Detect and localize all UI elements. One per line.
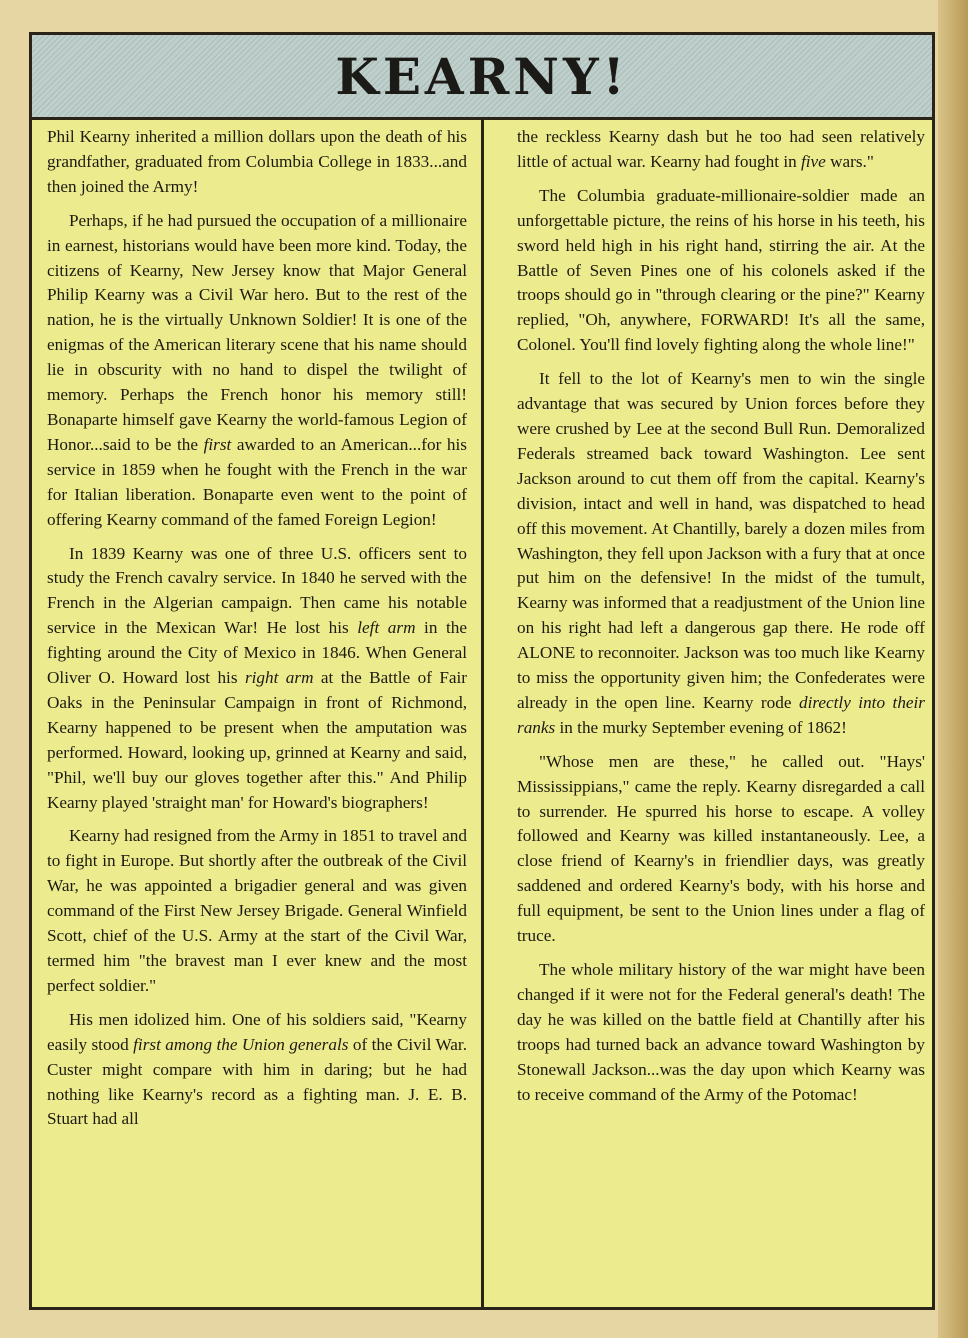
paper-edge [938, 0, 968, 1338]
paragraph: In 1839 Kearny was one of three U.S. officers sent to study the French cavalry service. In 1840 he served with the French in the Algerian campaign. Then came his notable service in the Mexican War! He lost his left arm in the fighting around the City of Mexico in 1846. When General Oliver O. Howard lost his right arm at the Battle of Fair Oaks in the Peninsular Campaign in front of Richmond, Kearny happened to be present when the amputation was performed. Howard, looking up, grinned at Kearny and said, "Phil, we'll buy our gloves together after this." And Philip Kearny played 'straight man' for Howard's biographers! [47, 543, 468, 812]
left-column [47, 125, 467, 1141]
paragraph: His men idolized him. One of his soldiers said, "Kearny easily stood first among the Union generals of the Civil War. Custer might compare with him in daring; but he had nothing like Kearny's record as a fighting man. J. E. B. Stuart had all [47, 1009, 467, 1129]
paragraph: "Whose men are these," he called out. "Hays' Mississippians," came the reply. Kearny disregarded a call to surrender. He spurred his horse to escape. A volley followed and Kearny was killed instantaneously. Lee, a close friend of Kearny's in friendlier days, was greatly saddened and ordered Kearny's body, with his horse and full equipment, be sent to the Union lines under a flag of truce. [517, 751, 925, 946]
paragraph: Phil Kearny inherited a million dollars upon the death of his grandfather, graduated from Columbia College in 1833...and then joined the Army! [47, 127, 467, 196]
article-page [29, 32, 935, 1310]
paragraph: Perhaps, if he had pursued the occupation of a millionaire in earnest, historians would have been more kind. Today, the citizens of Kearny, New Jersey know that Major General Philip Kearny was a Civil War hero. But to the rest of the nation, he is the virtually Unknown Soldier! It is one of the enigmas of the American literary scene that his name should lie in obscurity with no hand to dispel the twilight of memory. Perhaps the French honor his memory still! Bonaparte himself gave Kearny the world-famous Legion of Honor...said to be the first awarded to an American...for his service in 1859 when he fought with the French in the war for Italian liberation. Bonaparte even went to the point of offering Kearny command of the famed Foreign Legion! [47, 210, 467, 529]
article-title: KEARNY! [335, 46, 629, 106]
column-divider [481, 117, 484, 1310]
title-banner [32, 35, 932, 120]
paragraph: The whole military history of the war might have been changed if it were not for the Federal general's death! The day he was killed on the battle field at Chantilly after his troops had turned back an advance toward Washington by Stonewall Jackson...was the day upon which Kearny was to receive command of the Army of the Potomac! [517, 960, 925, 1104]
paragraph: The Columbia graduate-millionaire-soldier made an unforgettable picture, the reins of his horse in his teeth, his sword held high in his right hand, stirring the air. At the Battle of Seven Pines one of his colonels asked if the troops should go in "through clearing or the pine?" Kearny replied, "Oh, anywhere, FORWARD! It's all the same, Colonel. You'll find lovely fighting along the whole line!" [517, 185, 925, 355]
paragraph: the reckless Kearny dash but he too had seen relatively little of actual war. Kearny had fought in five wars." [517, 127, 925, 171]
right-column [517, 125, 925, 1116]
paragraph: Kearny had resigned from the Army in 1851 to travel and to fight in Europe. But shortly after the outbreak of the Civil War, he was appointed a brigadier general and was given command of the First New Jersey Brigade. General Winfield Scott, chief of the U.S. Army at the start of the Civil War, termed him "the bravest man I ever knew and the most perfect soldier." [47, 826, 467, 995]
paragraph: It fell to the lot of Kearny's men to win the single advantage that was secured by Union forces before they were crushed by Lee at the second Bull Run. Demoralized Federals streamed back toward Washington. Lee sent Jackson around to cut them off from the capital. Kearny's division, intact and well in hand, was dispatched to head off this movement. At Chantilly, barely a dozen miles from Washington, they fell upon Jackson with a fury that at once put him on the defensive! In the midst of the tumult, Kearny was informed that a readjustment of the Union line on his right had left a dangerous gap there. He rode off ALONE to reconnoiter. Jackson was too much like Kearny to miss the opportunity given him; the Confederates were already in the open line. Kearny rode directly into their ranks in the murky September evening of 1862! [517, 369, 925, 737]
